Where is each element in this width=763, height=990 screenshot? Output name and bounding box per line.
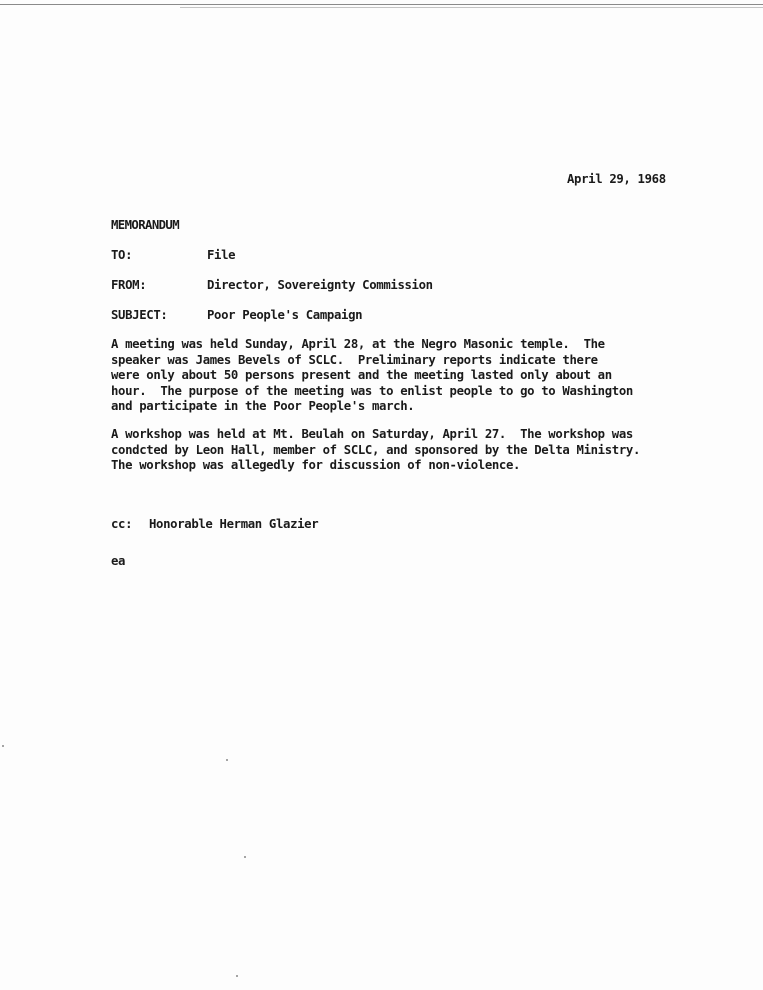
paragraph-line: A workshop was held at Mt. Beulah on Saturday, April 27. The workshop was xyxy=(111,427,633,441)
typist-initials: ea xyxy=(111,554,126,568)
memo-paragraph-workshop xyxy=(111,427,640,474)
paper-speck xyxy=(226,759,228,761)
cc-label: cc: xyxy=(111,517,133,531)
paper-speck xyxy=(244,856,246,858)
from-value: Director, Sovereignty Commission xyxy=(207,278,433,292)
from-label: FROM: xyxy=(111,278,147,292)
paragraph-line: A meeting was held Sunday, April 28, at the Negro Masonic temple. The xyxy=(111,337,605,351)
paragraph-line: condcted by Leon Hall, member of SCLC, and sponsored by the Delta Ministry. xyxy=(111,442,641,457)
top-edge-rule-secondary xyxy=(180,7,763,8)
memo-paragraph-meeting xyxy=(111,337,633,415)
top-edge-rule xyxy=(0,4,763,5)
to-label: TO: xyxy=(111,248,133,262)
paragraph-line: hour. The purpose of the meeting was to enlist people to go to Washington xyxy=(111,383,633,398)
paper-speck xyxy=(236,975,238,977)
to-value: File xyxy=(207,248,236,262)
cc-recipient: Honorable Herman Glazier xyxy=(149,517,319,531)
memo-heading: MEMORANDUM xyxy=(111,218,180,232)
paper-speck xyxy=(2,745,4,747)
paragraph-line: were only about 50 persons present and the meeting lasted only about an xyxy=(111,368,612,382)
paragraph-line: The workshop was allegedly for discussion of non-violence. xyxy=(111,458,521,472)
cc-line xyxy=(111,517,318,532)
subject-label: SUBJECT: xyxy=(111,308,168,322)
subject-value: Poor People's Campaign xyxy=(207,308,363,322)
paragraph-line: and participate in the Poor People's march. xyxy=(111,399,415,413)
paragraph-line: speaker was James Bevels of SCLC. Preliminary reports indicate there xyxy=(111,352,598,367)
memo-date: April 29, 1968 xyxy=(567,172,666,186)
